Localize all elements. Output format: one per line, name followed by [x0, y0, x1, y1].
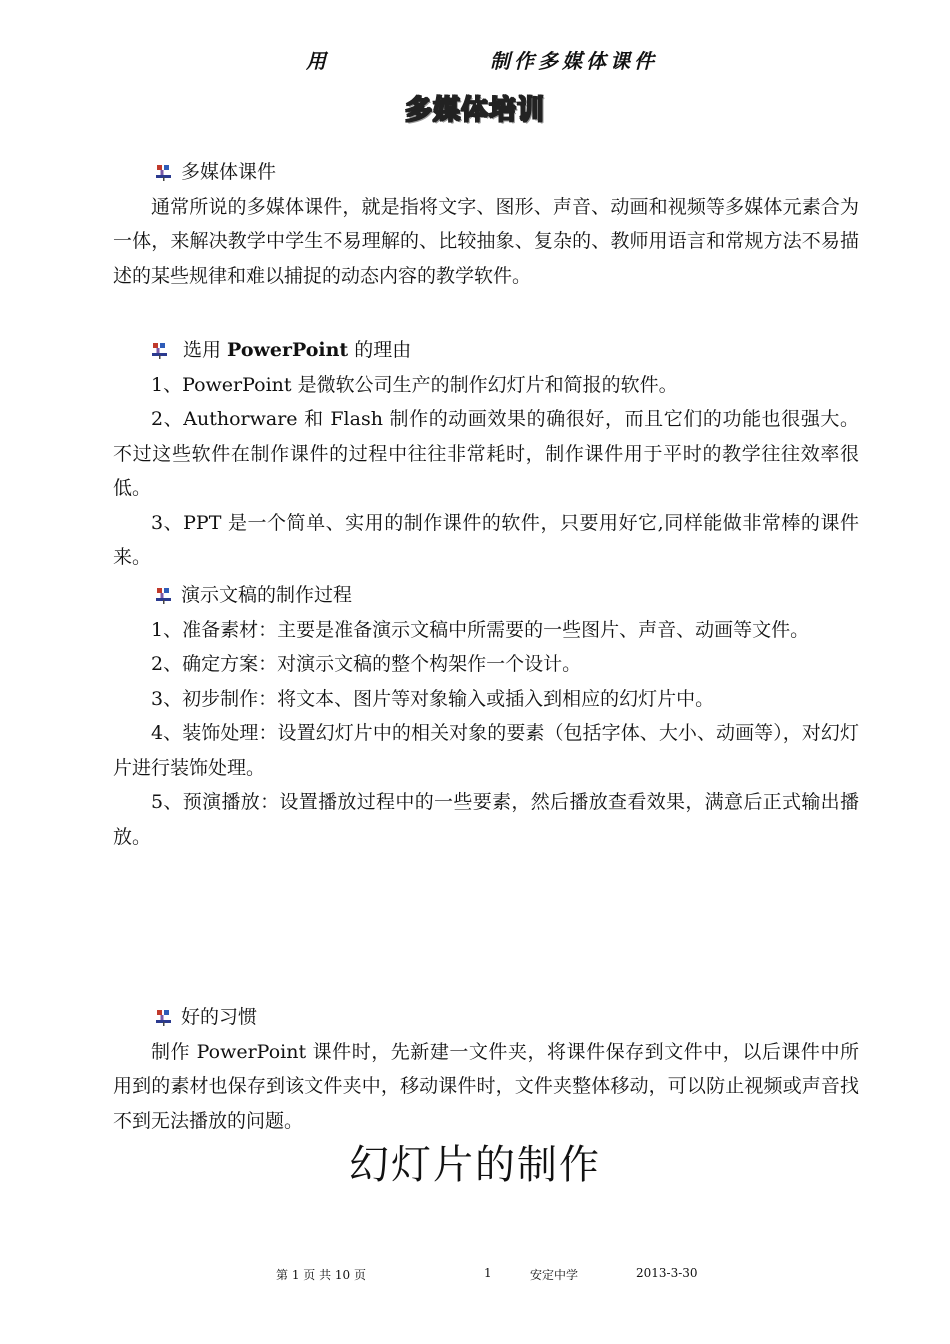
header-word-right: 制作多媒体课件 — [490, 49, 658, 73]
section-heading — [113, 1000, 859, 1035]
footer-school: 安定中学 — [530, 1268, 579, 1282]
paragraph: 3、PPT 是一个简单、实用的制作课件的软件，只要用好它,同样能做非常棒的课件来。 — [113, 511, 859, 568]
paragraph: 1、PowerPoint 是微软公司生产的制作幻灯片和简报的软件。 — [151, 373, 678, 396]
section-heading — [113, 155, 859, 190]
paragraph: 5、预演播放：设置播放过程中的一些要素，然后播放查看效果，满意后正式输出播放。 — [113, 791, 859, 848]
bullet-pin-icon — [155, 1008, 173, 1026]
page-footer — [0, 1266, 950, 1286]
paragraph: 4、装饰处理：设置幻灯片中的相关对象的要素（包括字体、大小、动画等），对幻灯片进行装饰处理。 — [113, 722, 859, 779]
header-title — [0, 45, 950, 75]
heading-text: 好的习惯 — [181, 1006, 258, 1028]
heading-post: 的理由 — [348, 339, 412, 361]
section-heading — [113, 578, 859, 613]
slide-production-title: 幻灯片的制作 — [349, 1142, 601, 1188]
heading-text: 多媒体课件 — [181, 161, 277, 183]
section-why-powerpoint — [113, 333, 859, 575]
banner-title: 多媒体培训 — [405, 95, 545, 126]
bullet-pin-icon — [151, 341, 169, 359]
paragraph: 2、Authorware 和 Flash 制作的动画效果的确很好，而且它们的功能也很强大。不过这些软件在制作课件的过程中往往非常耗时，制作课件用于平时的教学往往效率很低。 — [113, 408, 859, 499]
section-production-process — [113, 578, 859, 854]
bullet-pin-icon — [155, 163, 173, 181]
heading-text: 演示文稿的制作过程 — [181, 584, 353, 606]
header-word-left: 用 — [306, 49, 326, 73]
section-multimedia-courseware — [113, 155, 859, 293]
bullet-pin-icon — [155, 586, 173, 604]
section-heading — [113, 333, 859, 368]
footer-page-number: 1 — [484, 1266, 492, 1280]
section-good-habits — [113, 1000, 859, 1138]
paragraph: 2、确定方案：对演示文稿的整个构架作一个设计。 — [151, 653, 582, 675]
heading-text — [183, 333, 411, 368]
footer-page-info: 第 1 页 共 10 页 — [276, 1268, 366, 1282]
paragraph: 制作 PowerPoint 课件时，先新建一文件夹，将课件保存到文件中，以后课件中所用到的素材也保存到该文件夹中，移动课件时，文件夹整体移动，可以防止视频或声音找不到无法播放的问题。 — [113, 1040, 859, 1132]
paragraph: 1、准备素材：主要是准备演示文稿中所需要的一些图片、声音、动画等文件。 — [151, 618, 810, 641]
paragraph: 3、初步制作：将文本、图片等对象输入或插入到相应的幻灯片中。 — [151, 687, 715, 710]
paragraph: 通常所说的多媒体课件，就是指将文字、图形、声音、动画和视频等多媒体元素合为一体，来解决教学中学生不易理解的、比较抽象、复杂的、教师用语言和常规方法不易描述的某些规律和难以捕捉的动态内容的教学软件。 — [113, 195, 859, 287]
footer-date: 2013-3-30 — [636, 1266, 698, 1280]
heading-bold: PowerPoint — [227, 339, 349, 361]
heading-pre: 选用 — [183, 339, 228, 361]
